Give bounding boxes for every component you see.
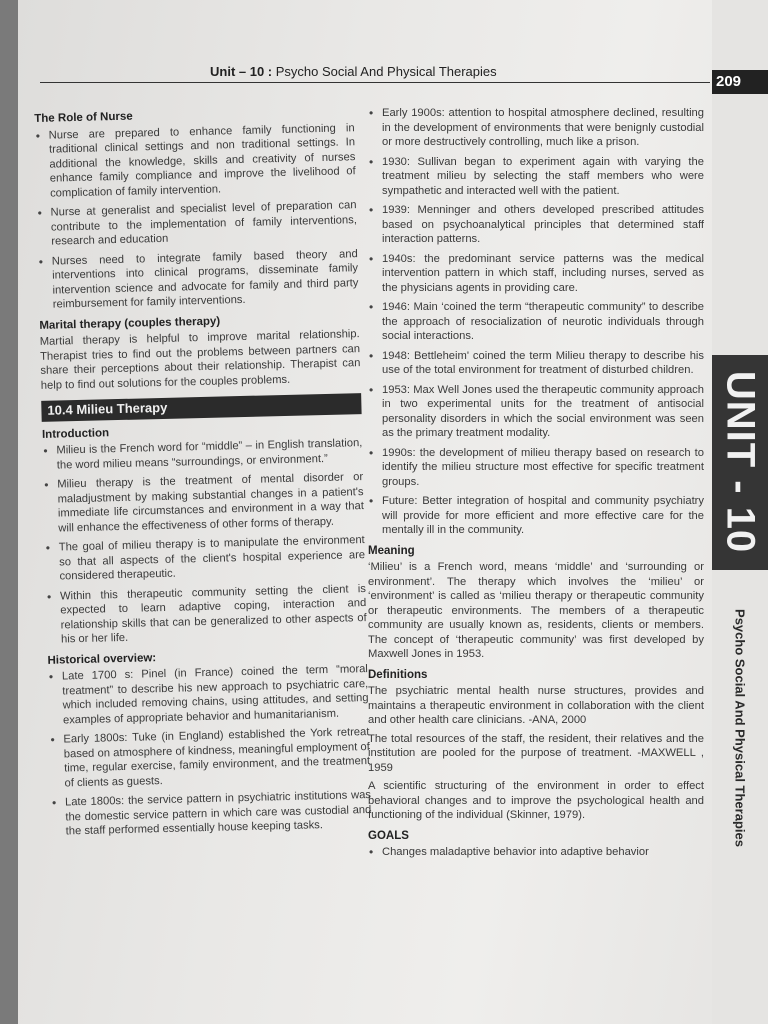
list-item: • 1946: Main ‘coined the term “therapeutic community” to describe the approach of resocialization of neurotic individuals through social interactions. [368,300,704,344]
header-rule [40,82,710,83]
meaning-text: ‘Milieu’ is a French word, means ‘middle’ and ‘surrounding or environment’. The therapy which involves the ‘milieu’ or ‘environment’ is called as ‘milieu therapy or therapeutic community or therapeutic environments. The members of a therapeutic community are usually known as, residents, clients or members. The concept of ‘therapeutic community’ was first developed by Maxwell Jones in 1953. [368,561,704,660]
goals-list [368,845,704,860]
running-header [210,64,497,79]
list-item: • 1948: Bettleheim' coined the term Milieu therapy to describe his use of the total environment for treatment of disturbed children. [368,349,704,378]
role-heading: The Role of Nurse [34,110,133,125]
role-list [35,121,359,313]
unit-tab-label: UNIT - 10 [718,370,763,554]
right-column [368,106,704,865]
header-unit: Unit – 10 : [210,64,273,79]
page-number: 209 [712,70,768,94]
marital-heading: Marital therapy (couples therapy) [39,315,221,332]
header-title: Psycho Social And Physical Therapies [275,64,497,79]
list-item: • 1953: Max Well Jones used the therapeutic community approach in two experimental units for the treatment of antisocial personality disorders in which the social environment was seen as the primary treatment modality. [368,383,704,441]
definition-1: The psychiatric mental health nurse structures, provides and maintains a therapeutic environment in collaboration with the client and other health care clinicians. -ANA, 2000 [368,685,704,726]
marital-text: Martial therapy is helpful to improve marital relationship. Therapist tries to find out the problems between partners can share their perceptions about their relationship. Therapist can help to find out solutions for the couples problems. [39,328,361,392]
list-item: • 1930: Sullivan began to experiment again with varying the treatment milieu by selecting the staff members who were sympathetic and interacted well with the patient. [368,155,704,199]
list-item: • Within this therapeutic community setting the client is expected to learn adaptive coping, interaction and relationship skills that can be generalized to other aspects of his or her life. [46,582,367,648]
list-item: • 1939: Menninger and others developed prescribed attitudes based on psychoanalytical principles that determined staff interaction patterns. [368,203,704,247]
list-item: • Early 1900s: attention to hospital atmosphere declined, resulting in the development of environments that were benignly custodial or more destructively controlling, much like a prison. [368,106,704,150]
left-column [34,98,372,844]
history-list-right [368,106,704,538]
list-item: • Changes maladaptive behavior into adaptive behavior [368,845,704,860]
list-item: • Nurse at generalist and specialist level of preparation can contribute to the implementation of family interventions, research and education [36,198,357,249]
list-item: • Future: Better integration of hospital and community psychiatry will provide for more efficient and more effective care for the mentally ill in the community. [368,494,704,538]
list-item: • Late 1700 s: Pinel (in France) coined the term “moral treatment” to describe his new approach to psychiatric care, which included removing chains, using attitudes, and setting examples of appropriate behavior and humanitarianism. [48,662,369,728]
definition-3: A scientific structuring of the environment in order to effect behavioral changes and to improve the psychological health and functioning of the individual (Skinner, 1979). [368,780,704,821]
list-item: • 1940s: the predominant service patterns was the medical intervention pattern in which staff, including nurses, served as the physicians agents in providing care. [368,252,704,296]
list-item: • Milieu is the French word for “middle” – in English translation, the word milieu means “surroundings, or environment.” [42,436,363,473]
list-item: • Late 1800s: the service pattern in psychiatric institutions was the domestic service pattern in which care was custodial and the staff performed essentially house keeping tasks. [51,788,372,839]
definition-2: The total resources of the staff, the resident, their relatives and the institution are pooled for the purpose of treatment. -MAXWELL , 1959 [368,732,704,774]
section-banner: 10.4 Milieu Therapy [41,393,361,421]
side-tab-title: Psycho Social And Physical Therapies [732,609,748,847]
list-item: • Milieu therapy is the treatment of mental disorder or maladjustment by making substantial changes in a patient's immediate life circumstances and environment in a way that will enhance the effectiveness of other forms of therapy. [43,470,364,536]
definitions-heading: Definitions [368,668,428,681]
intro-list [42,436,367,647]
history-heading: Historical overview: [47,651,157,667]
list-item: • Nurses need to integrate family based theory and interventions into clinical programs, disseminate family intervention science and advocate for family and third party reimbursement for family interventions. [38,247,359,313]
goals-heading: GOALS [368,829,409,842]
meaning-heading: Meaning [368,544,415,557]
list-item: • 1990s: the development of milieu therapy based on research to identify the milieu structure most effective for specific treatment groups. [368,446,704,490]
list-item: • Nurse are prepared to enhance family functioning in traditional clinical settings and non traditional settings. In additional the knowledge, skills and creativity of nurses enhance family compliance and improve the livelihood of complication of family intervention. [35,121,357,201]
list-item: • Early 1800s: Tuke (in England) established the York retreat based on atmosphere of kindness, meaningful employment of time, regular exercise, family environment, and the treatment of clients as guests. [49,725,370,791]
history-list-left [48,662,372,839]
intro-heading: Introduction [41,426,110,441]
list-item: • The goal of milieu therapy is to manipulate the environment so that all aspects of the client's hospital experience are considered therapeutic. [45,533,366,584]
